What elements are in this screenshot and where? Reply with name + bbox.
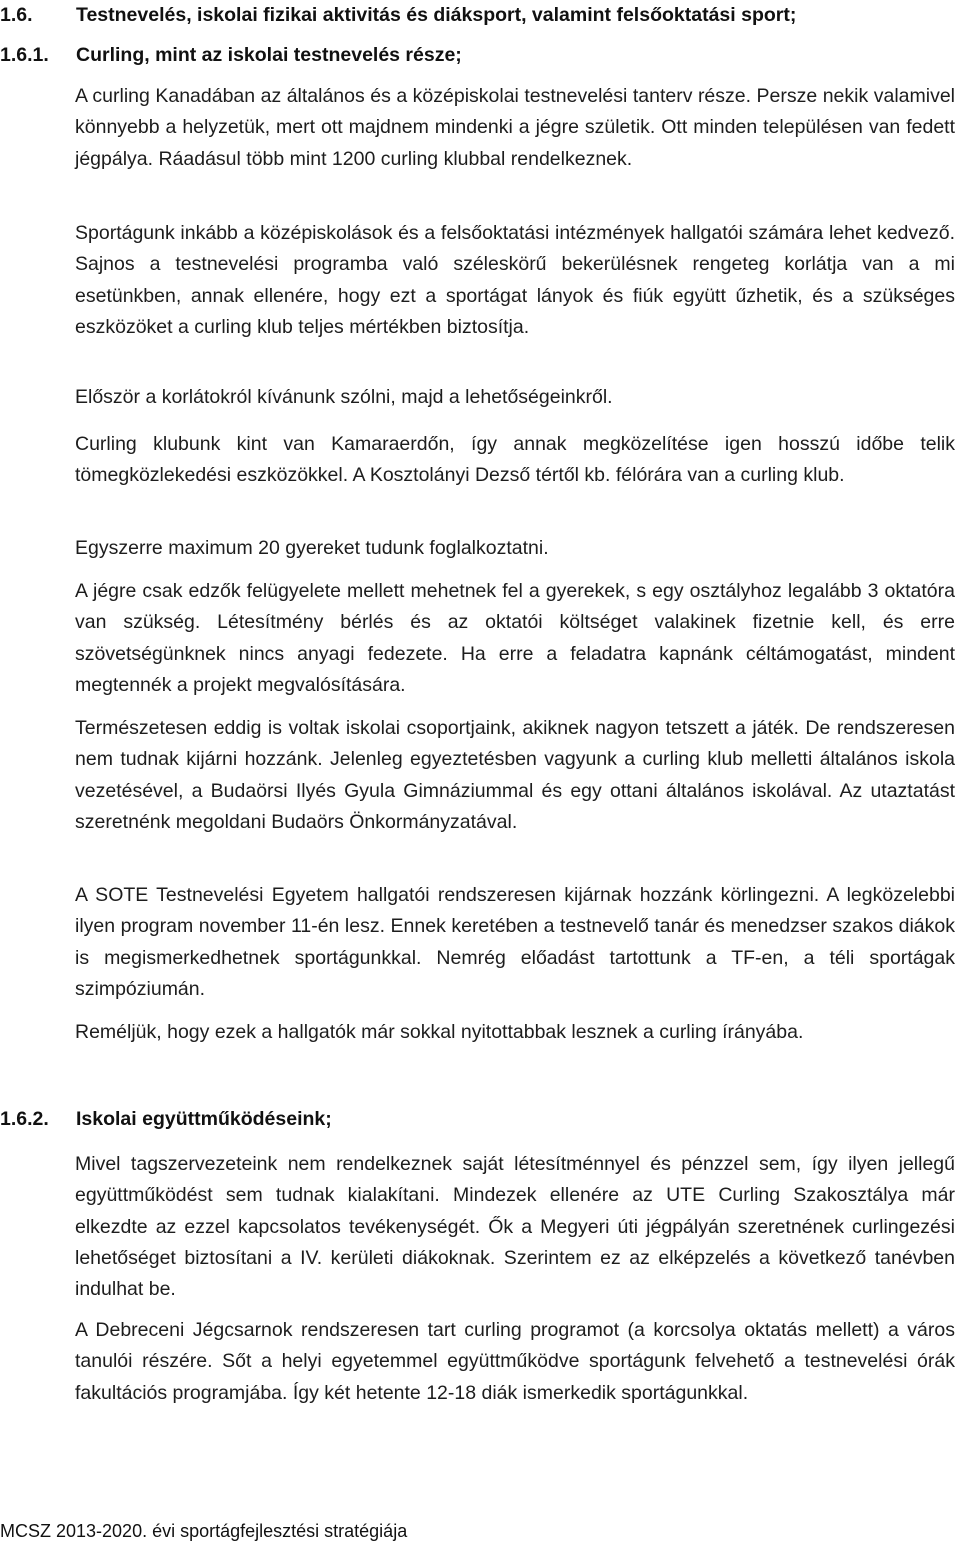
paragraph: Egyszerre maximum 20 gyereket tudunk foglalkoztatni.: [75, 537, 549, 559]
section-heading-1-6-2: [0, 1104, 960, 1135]
paragraph: Curling klubunk kint van Kamaraerdőn, így annak megközelítése igen hosszú időbe telik tömegközlekedési eszközökkel. A Kosztolányi Dezső tértől kb. félórára van a curling klub.: [75, 433, 955, 487]
section-title: Iskolai együttműködéseink;: [76, 1108, 332, 1130]
paragraph: Reméljük, hogy ezek a hallgatók már sokkal nyitottabbak lesznek a curling írányába.: [75, 1021, 804, 1043]
section-heading-1-6: [0, 0, 960, 31]
section-title: Curling, mint az iskolai testnevelés része;: [76, 44, 462, 66]
section-number: 1.6.2.: [0, 1108, 49, 1130]
paragraph: A SOTE Testnevelési Egyetem hallgatói rendszeresen kijárnak hozzánk körlingezni. A legközelebbi ilyen program november 11-én lesz. Ennek keretében a testnevelő tanár és menedzser szakos diákok is megismerkedhetnek sportágunkkal. Nemrég előadást tartottunk a TF-en, a téli sportágak szimpóziumán.: [75, 884, 955, 1000]
paragraph: A Debreceni Jégcsarnok rendszeresen tart curling programot (a korcsolya oktatás mellett) a város tanulói részére. Sőt a helyi egyetemmel együttműködve sportágunk felvehető a testnevelési órák fakultációs programjába. Így két hetente 12-18 diák ismerkedik sportágunkkal.: [75, 1319, 955, 1404]
paragraph: A curling Kanadában az általános és a középiskolai testnevelési tanterv része. Persze nekik valamivel könnyebb a helyzetük, mert ott majdnem mindenki a jégre születik. Ott minden településen van fedett jégpálya. Ráadásul több mint 1200 curling klubbal rendelkeznek.: [75, 85, 955, 170]
paragraph: Először a korlátokról kívánunk szólni, majd a lehetőségeinkről.: [75, 386, 613, 408]
page-footer: MCSZ 2013-2020. évi sportágfejlesztési stratégiája: [0, 1521, 408, 1541]
paragraph: Természetesen eddig is voltak iskolai csoportjaink, akiknek nagyon tetszett a játék. De rendszeresen nem tudnak kijárni hozzánk. Jelenleg egyeztetésben vagyunk a curling klub melletti általános iskola vezetésével, a Budaörsi Ilyés Gyula Gimnáziummal és egy ottani általános iskolával. Az utaztatást szeretnénk megoldani Budaörs Önkormányzatával.: [75, 717, 955, 833]
paragraph: A jégre csak edzők felügyelete mellett mehetnek fel a gyerekek, s egy osztályhoz legalább 3 oktatóra van szükség. Létesítmény bérlés és az oktatói költséget valakinek fizetnie kell, és erre szövetségünknek nincs anyagi fedezete. Ha erre a feladatra kapnánk céltámogatást, mindent megtennék a projekt megvalósítására.: [75, 580, 955, 696]
paragraph: Mivel tagszervezeteink nem rendelkeznek saját létesítménnyel és pénzzel sem, így ilyen jellegű együttműködést sem tudnak kialakítani. Mindezek ellenére az UTE Curling Szakosztálya már elkezdte az ezzel kapcsolatos tevékenységét. Ők a Megyeri úti jégpályán szeretnének curlingezési lehetőséget biztosítani a IV. kerületi diákoknak. Szerintem ez az elképzelés a következő tanévben indulhat be.: [75, 1153, 955, 1301]
paragraph: Sportágunk inkább a középiskolások és a felsőoktatási intézmények hallgatói számára lehet kedvező. Sajnos a testnevelési programba való széleskörű bekerülésnek rengeteg korlátja van a mi esetünkben, annak ellenére, hogy ezt a sportágat lányok és fiúk együtt űzhetik, és a szükséges eszközöket a curling klub teljes mértékben biztosítja.: [75, 222, 955, 338]
section-title: Testnevelés, iskolai fizikai aktivitás és diáksport, valamint felsőoktatási sport;: [76, 4, 797, 26]
section-number: 1.6.1.: [0, 44, 49, 66]
section-number: 1.6.: [0, 4, 33, 26]
section-heading-1-6-1: [0, 40, 960, 71]
